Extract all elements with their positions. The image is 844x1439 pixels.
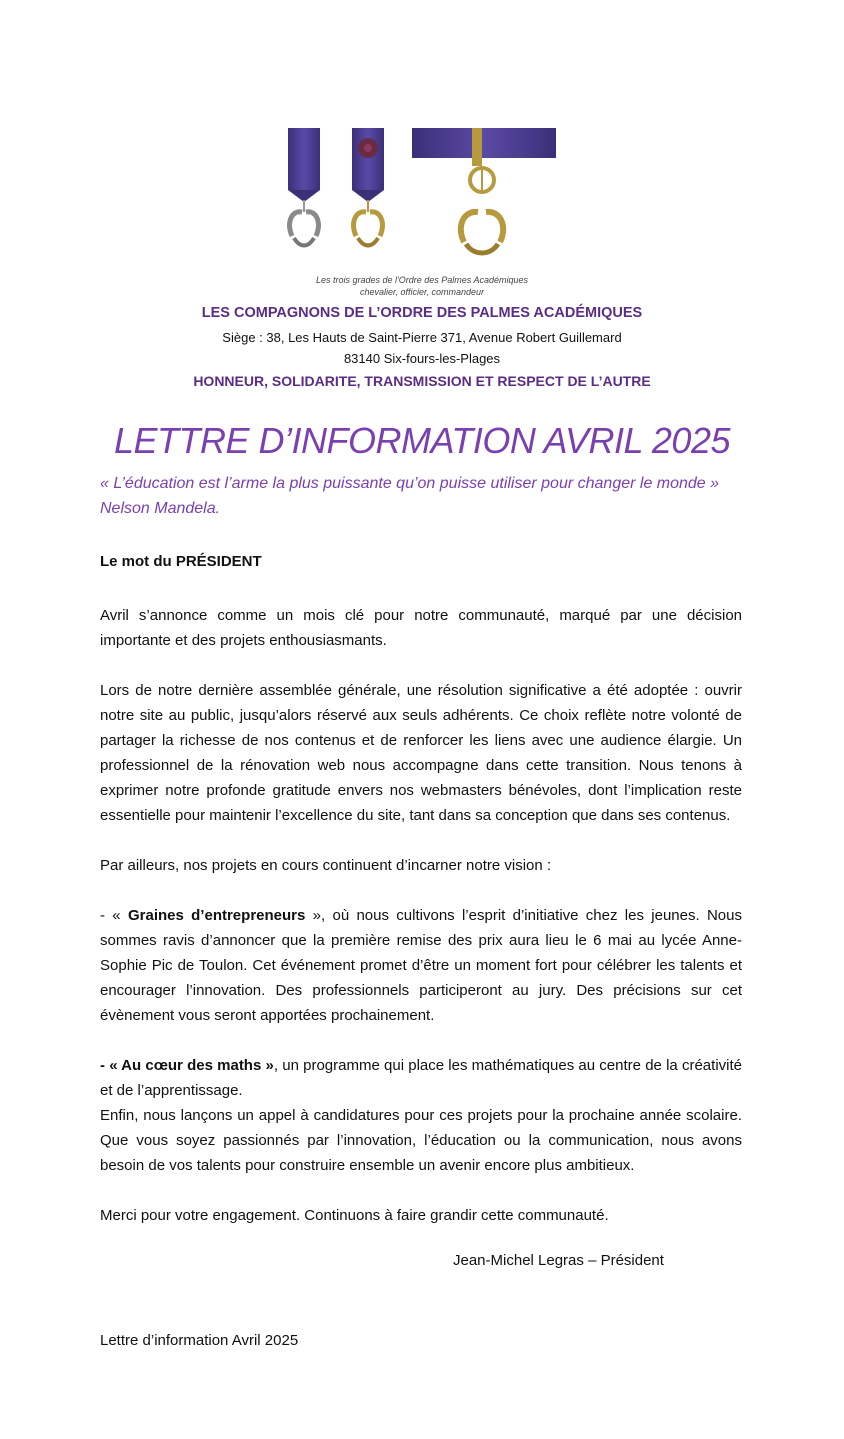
maths-text: , un programme qui place les mathématiques au centre de la créativité et de l’apprentissage. bbox=[100, 1057, 742, 1099]
graines-prefix: - « bbox=[100, 907, 128, 924]
page-title: LETTRE D’INFORMATION AVRIL 2025 bbox=[114, 420, 730, 461]
paragraph-maths bbox=[100, 1053, 742, 1103]
paragraph-projects: Par ailleurs, nos projets en cours continuent d’incarner notre vision : bbox=[100, 857, 552, 874]
officier-medal-icon bbox=[352, 128, 384, 246]
section-heading: Le mot du PRÉSIDENT bbox=[100, 553, 262, 570]
medal-caption-line2: chevalier, officier, commandeur bbox=[359, 287, 485, 297]
address-line2: 83140 Six-fours-les-Plages bbox=[343, 351, 501, 366]
graines-text: », où nous cultivons l’esprit d’initiative chez les jeunes. Nous sommes ravis d’annoncer que la première remise des prix aura lieu le 6 mai au lycée Anne-Sophie Pic de Toulon. Cet événement promet d’être un moment fort pour célébrer les talents et encourager l’innovation. Des professionnels participeront au jury. Des précisions sur cet évènement vous seront apportées prochainement. bbox=[100, 907, 742, 1024]
footer: Lettre d’information Avril 2025 bbox=[100, 1332, 299, 1349]
graines-title: Graines d’entrepreneurs bbox=[127, 907, 306, 924]
motto: HONNEUR, SOLIDARITE, TRANSMISSION ET RESPECT DE L’AUTRE bbox=[193, 373, 651, 389]
paragraph-call: Enfin, nous lançons un appel à candidatures pour ces projets pour la prochaine année scolaire. Que vous soyez passionnés par l’innovation, l’éducation ou la communication, nous avons besoin de vos talents pour construire ensemble un avenir encore plus ambitieux. bbox=[100, 1107, 742, 1174]
commandeur-medal-icon bbox=[412, 128, 556, 253]
maths-title: - « Au cœur des maths » bbox=[100, 1057, 274, 1074]
paragraph-thanks: Merci pour votre engagement. Continuons à faire grandir cette communauté. bbox=[100, 1207, 609, 1224]
palmes-medals-image bbox=[282, 126, 558, 262]
chevalier-medal-icon bbox=[288, 128, 320, 246]
mandela-quote: « L’éducation est l’arme la plus puissante qu’on puisse utiliser pour changer le monde » Nelson Mandela. bbox=[100, 475, 720, 517]
org-name: LES COMPAGNONS DE L’ORDRE DES PALMES ACADÉMIQUES bbox=[201, 305, 643, 321]
paragraph-assembly: Lors de notre dernière assemblée générale, une résolution significative a été adoptée : ouvrir notre site au public, jusqu’alors réservé aux seuls adhérents. Ce choix reflète notre volonté de partager la richesse de nos contenus et de renforcer les liens avec une audience élargie. Un professionnel de la rénovation web nous accompagne dans cette transition. Nous tenons à exprimer notre profonde gratitude envers nos webmasters bénévoles, dont l’implication reste essentielle pour maintenir l’excellence du site, tant dans sa conception que dans ses contenus. bbox=[100, 682, 742, 824]
paragraph-graines bbox=[100, 903, 742, 1028]
paragraph-intro: Avril s’annonce comme un mois clé pour notre communauté, marqué par une décision importante et des projets enthousiasmants. bbox=[100, 607, 742, 649]
signature: Jean-Michel Legras – Président bbox=[453, 1252, 664, 1269]
medal-caption-line1: Les trois grades de l'Ordre des Palmes Académiques bbox=[316, 275, 528, 285]
address-line1: Siège : 38, Les Hauts de Saint-Pierre 371, Avenue Robert Guillemard bbox=[222, 330, 622, 345]
